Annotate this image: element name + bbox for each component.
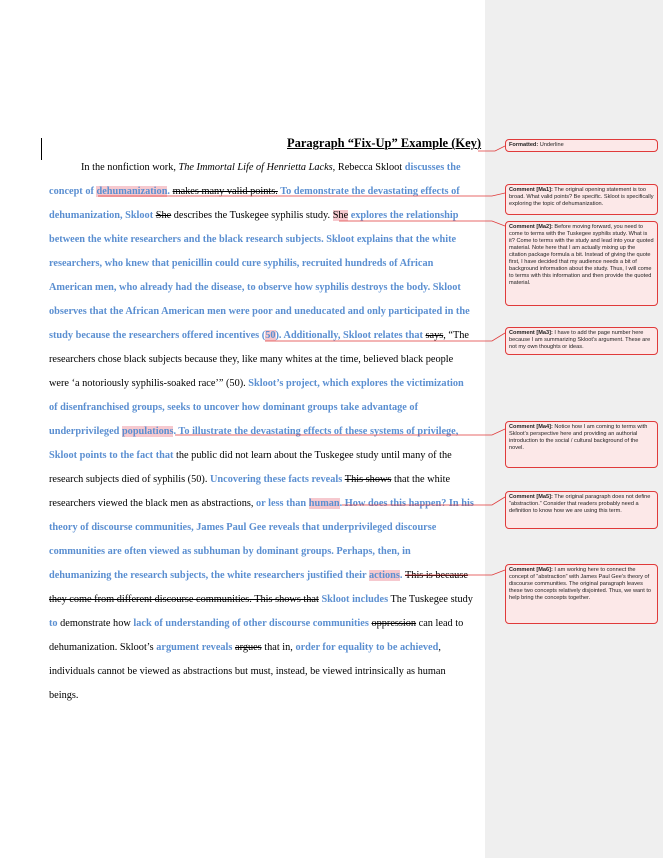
body-text: researchers chose black subjects because they, like many whites at the time, believed black people: [49, 354, 454, 365]
formatting-note[interactable]: [505, 139, 658, 152]
comment-ma5[interactable]: [505, 491, 658, 529]
paragraph-line: [49, 689, 78, 702]
highlighted-text: She: [332, 210, 349, 221]
paragraph-line: [49, 305, 470, 318]
comment-ma2[interactable]: [505, 221, 658, 306]
text-cursor-mark: [41, 138, 42, 160]
deleted-text: says: [425, 330, 444, 341]
inserted-text: To demonstrate the devastating effects of: [277, 186, 460, 197]
body-text: that the white: [391, 474, 451, 485]
deleted-text: argues: [235, 642, 262, 653]
deleted-text: they come from different discourse communities. This shows that: [49, 594, 319, 605]
body-text: researchers viewed the black men as abstractions,: [49, 498, 256, 509]
inserted-text: lack of understanding of other discourse communities: [133, 618, 369, 629]
deleted-text: makes many valid points.: [172, 186, 278, 197]
body-text: that in,: [261, 642, 296, 653]
paragraph-line: [49, 473, 450, 486]
comment-text: Notice how I am coming to terms with Skloot’s perspective here and providing an authorial introduction to the social / cultural background of the novel.: [509, 424, 648, 451]
deleted-text: This is because: [405, 570, 468, 581]
highlighted-text: populations: [121, 426, 174, 437]
paragraph-line: [81, 161, 461, 174]
paragraph-line: [49, 521, 436, 534]
inserted-text: concept of: [49, 186, 97, 197]
inserted-text: dehumanizing the research subjects, the white researchers justified their: [49, 570, 369, 581]
paragraph-line: [49, 497, 474, 510]
paragraph-line: [49, 593, 473, 606]
document-title: Paragraph “Fix-Up” Example (Key): [287, 136, 482, 150]
inserted-text: observes that the African American men were poor and uneducated and only participated in the: [49, 306, 470, 317]
italic-title: The Immortal Life of Henrietta Lacks,: [178, 162, 336, 173]
inserted-text: communities are often viewed as subhuman by dominant groups. Perhaps, then, in: [49, 546, 411, 557]
inserted-text: discusses the: [404, 162, 461, 173]
deleted-text: oppression: [371, 618, 417, 629]
comment-label: Comment [Ma5]:: [509, 494, 553, 500]
inserted-text: explores the relationship: [348, 210, 459, 221]
inserted-text: Skloot’s project, which explores the victimization: [248, 378, 464, 389]
inserted-text: study because the researchers offered incentives (: [49, 330, 266, 341]
paragraph-line: [49, 377, 464, 390]
inserted-text: .: [167, 186, 173, 197]
comment-ma1[interactable]: [505, 184, 658, 215]
paragraph-line: [49, 425, 458, 438]
highlighted-text: dehumanization: [96, 186, 168, 197]
comment-label: Formatted:: [509, 142, 539, 148]
highlighted-text: human: [308, 498, 340, 509]
body-text: describes the Tuskegee syphilis study.: [171, 210, 333, 221]
deleted-text: This shows: [344, 474, 392, 485]
comment-label: Comment [Ma1]:: [509, 187, 553, 193]
paragraph-line: [49, 185, 460, 198]
body-text: Rebecca Skloot: [335, 162, 405, 173]
paragraph-line: [49, 569, 468, 582]
comment-ma3[interactable]: [505, 327, 658, 355]
body-text: research subjects died of syphilis (50).: [49, 474, 210, 485]
paragraph-line: [49, 641, 441, 654]
comment-text: I have to add the page number here because I am summarizing Skloot’s argument. These are not my own thoughts or ideas.: [509, 330, 651, 350]
body-text: can lead to: [416, 618, 464, 629]
inserted-text: Uncovering these facts reveals: [210, 474, 345, 485]
comment-label: Comment [Ma4]:: [509, 424, 553, 430]
body-text: individuals cannot be viewed as abstractions but must, instead, be viewed intrinsically as human: [49, 666, 446, 677]
inserted-text: ). Additionally, Skloot relates that: [275, 330, 426, 341]
body-text: were ‘a notoriously syphilis-soaked race’” (50).: [49, 378, 249, 389]
paragraph-line: [49, 449, 452, 462]
inserted-text: researchers, who knew that penicillin could cure syphilis, recruited hundreds of African: [49, 258, 434, 269]
paragraph-line: [49, 281, 461, 294]
body-text: , “The: [443, 330, 469, 341]
deleted-text: She: [155, 210, 172, 221]
comment-label: Comment [Ma2]:: [509, 224, 553, 230]
body-text: demonstrate how: [57, 618, 134, 629]
inserted-text: or less than: [256, 498, 309, 509]
inserted-text: American men, who already had the disease, to observe how syphilis destroys the body. Skloot: [49, 282, 461, 293]
comment-text: The original opening statement is too broad. What valid points? Be specific. Skloot is specifically exploring the topic of dehumanization.: [509, 187, 654, 207]
comment-text: Underline: [538, 142, 564, 148]
inserted-text: order for equality to be achieved: [295, 642, 439, 653]
body-text: beings.: [49, 690, 79, 701]
inserted-text: Skloot points to the fact that: [49, 450, 174, 461]
inserted-text: of disenfranchised groups, seeks to uncover how dominant groups take advantage of: [49, 402, 419, 413]
body-text: In the nonfiction work,: [81, 162, 179, 173]
highlighted-text: actions: [368, 570, 400, 581]
highlighted-text: 50: [265, 330, 276, 341]
paragraph-line: [49, 233, 456, 246]
paragraph-line: [49, 401, 418, 414]
inserted-text: .: [399, 570, 405, 581]
comment-label: Comment [Ma3]:: [509, 330, 553, 336]
comment-text: The original paragraph does not define “abstraction.” Consider that readers probably need a definition to know how we are using this term.: [509, 494, 651, 514]
comment-text: Before moving forward, you need to come to terms with the Tuskegee syphilis study. What is it? Come to terms with the study and lead into your quoted material. Note here that I am actually mixing up the citation package formula a bit. Instead of giving the quote first, I have decided that my audience needs a bit of background information about the study. Thus, I will come to terms with this information and then provide the quoted material.: [509, 224, 654, 286]
inserted-text: . How does this happen? In his: [339, 498, 474, 509]
inserted-text: between the white researchers and the black research subjects. Skloot explains that the white: [49, 234, 457, 245]
comment-label: Comment [Ma6]:: [509, 567, 553, 573]
body-text: dehumanization. Skloot’s: [49, 642, 157, 653]
inserted-text: dehumanization, Skloot: [49, 210, 156, 221]
paragraph-line: [49, 617, 463, 630]
body-text: ,: [438, 642, 441, 653]
body-text: The Tuskegee study: [388, 594, 473, 605]
inserted-text: to: [49, 618, 58, 629]
paragraph-line: [49, 257, 433, 270]
paragraph-line: [49, 209, 458, 222]
comment-text: I am working here to connect the concept of “abstraction” with James Paul Gee’s theory of discourse communities. The original paragraph leaves these two concepts relatively disjointed. Thus, we want to help bring the concepts together.: [509, 567, 651, 601]
comment-ma4[interactable]: [505, 421, 658, 468]
body-text: the public did not learn about the Tuskegee study until many of the: [173, 450, 452, 461]
inserted-text: . To illustrate the devastating effects of these systems of privilege,: [173, 426, 459, 437]
inserted-text: Skloot includes: [318, 594, 389, 605]
paragraph-line: [49, 545, 411, 558]
paragraph-line: [49, 353, 453, 366]
inserted-text: argument reveals: [156, 642, 233, 653]
paragraph-line: [49, 665, 446, 678]
inserted-text: theory of discourse communities, James Paul Gee reveals that underprivileged discourse: [49, 522, 437, 533]
comment-ma6[interactable]: [505, 564, 658, 624]
inserted-text: underprivileged: [49, 426, 122, 437]
paragraph-line: [49, 329, 469, 342]
